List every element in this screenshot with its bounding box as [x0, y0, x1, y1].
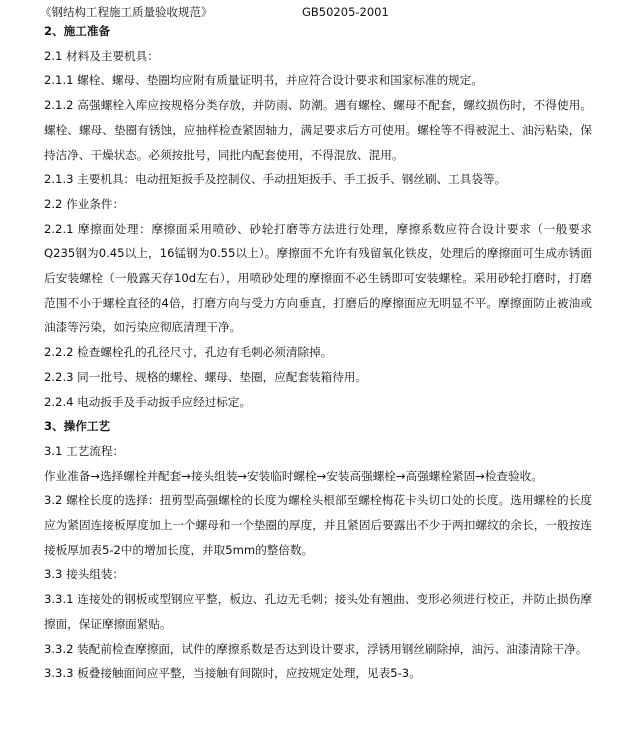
clause-3-3-2: 3.3.2 装配前检查摩擦面，试件的摩擦系数是否达到设计要求，浮锈用钢丝刷除掉，油污、油漆清除干净。	[44, 641, 588, 656]
clause-2-2-1: 2.2.1 摩擦面处理：摩擦面采用喷砂、砂轮打磨等方法进行处理，摩擦系数应符合设计要求（一般要求Q235钢为0.45以上，16锰钢为0.55以上）。摩擦面不允许有残留氧化铁皮，处理后的摩擦面可生成赤锈面后安装螺栓（一般露天存10d左右），用喷砂处理的摩擦面不必生锈即可安装螺栓。采用砂轮打磨时，打磨范围不小于螺栓直径的4倍，打磨方向与受力方向垂直，打磨后的摩擦面应无明显不平。摩擦面防止被油或油漆等污染，如污染应彻底清理干净。	[44, 221, 592, 335]
clause-3-2: 3.2 螺栓长度的选择：扭剪型高强螺栓的长度为螺栓头根部至螺栓梅花卡头切口处的长度。选用螺栓的长度应为紧固连接板厚度加上一个螺母和一个垫圈的厚度，并且紧固后要露出不少于两扣螺纹的余长，一般按连接板厚加表5-2中的增加长度，并取5mm的整倍数。	[44, 493, 592, 557]
clause-3-3-1: 3.3.1 连接处的钢板或型钢应平整，板边、孔边无毛刺；接头处有翘曲、变形必须进行校正，并防止损伤摩擦面，保证摩擦面紧贴。	[44, 592, 592, 631]
subsection-2-2: 2.2 作业条件：	[44, 196, 125, 211]
subsection-3-1: 3.1 工艺流程：	[44, 443, 125, 458]
process-flow: 作业准备→选择螺栓并配套→接头组装→安装临时螺栓→安装高强螺栓→高强螺栓紧固→检查验收。	[44, 468, 543, 483]
subsection-3-3: 3.3 接头组装：	[44, 567, 125, 582]
clause-2-2-2: 2.2.2 检查螺栓孔的孔径尺寸，孔边有毛刺必须清除掉。	[44, 345, 333, 360]
standard-number: GB50205-2001	[302, 5, 389, 19]
document-body	[44, 19, 592, 686]
clause-2-2-4: 2.2.4 电动扳手及手动扳手应经过标定。	[44, 394, 252, 409]
clause-2-1-3: 2.1.3 主要机具：电动扭矩扳手及控制仪、手动扭矩扳手、手工扳手、钢丝刷、工具袋等。	[44, 172, 507, 187]
section-heading-3: 3、操作工艺	[44, 419, 111, 434]
clause-2-1-2: 2.1.2 高强螺栓入库应按规格分类存放，并防雨、防潮。遇有螺栓、螺母不配套，螺纹损伤时，不得使用。螺栓、螺母、垫圈有锈蚀，应抽样检查紧固轴力，满足要求后方可使用。螺栓等不得被泥土、油污粘染，保持洁净、干燥状态。必须按批号，同批内配套使用，不得混放、混用。	[44, 98, 592, 162]
clause-2-1-1: 2.1.1 螺栓、螺母、垫圈均应附有质量证明书，并应符合设计要求和国家标准的规定。	[44, 73, 483, 88]
clause-3-3-3: 3.3.3 板叠接触面间应平整，当接触有间隙时，应按规定处理，见表5-3。	[44, 666, 421, 681]
clause-2-2-3: 2.2.3 同一批号、规格的螺栓、螺母、垫圈，应配套装箱待用。	[44, 369, 368, 384]
section-heading-2: 2、施工准备	[44, 24, 111, 38]
subsection-2-1: 2.1 材料及主要机具：	[44, 48, 159, 63]
document-title: 《钢结构工程施工质量验收规范》	[40, 5, 213, 19]
